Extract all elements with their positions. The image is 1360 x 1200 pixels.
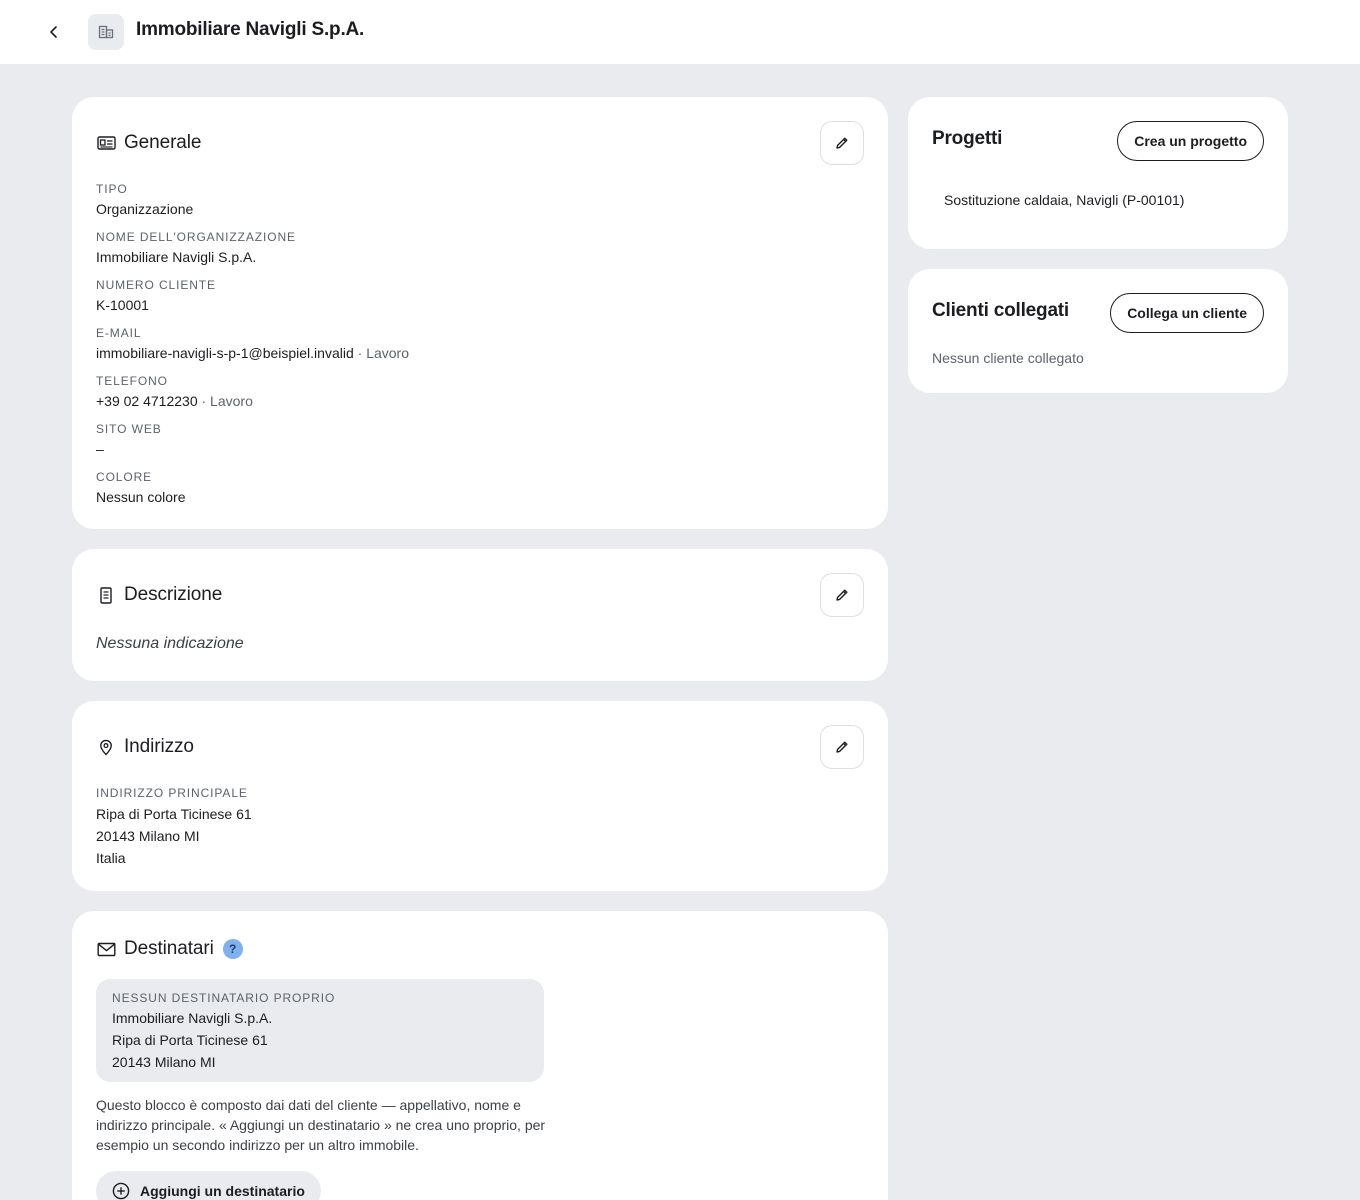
- projects-title: Progetti: [932, 128, 1003, 149]
- field-type: TIPO Organizzazione: [96, 182, 194, 217]
- recipients-title: Destinatari: [124, 938, 214, 959]
- address-line: 20143 Milano MI: [96, 828, 200, 844]
- address-line: Ripa di Porta Ticinese 61: [96, 806, 252, 822]
- field-phone: TELEFONO +39 02 4712230 · Lavoro: [96, 374, 253, 409]
- description-header: [96, 584, 222, 606]
- field-customer-number: NUMERO CLIENTE K-10001: [96, 278, 216, 313]
- edit-address-button[interactable]: [820, 725, 864, 769]
- default-recipient-box: NESSUN DESTINATARIO PROPRIO Immobiliare Navigli S.p.A. Ripa di Porta Ticinese 61 20143 Milano MI: [96, 979, 544, 1082]
- phone-type: · Lavoro: [201, 393, 253, 409]
- edit-description-button[interactable]: [820, 573, 864, 617]
- recipient-line: Ripa di Porta Ticinese 61: [112, 1032, 268, 1048]
- chevron-left-icon: [46, 24, 62, 40]
- pencil-icon: [834, 587, 850, 603]
- recipients-card: [72, 911, 888, 1200]
- add-recipient-label: Aggiungi un destinatario: [140, 1183, 305, 1199]
- projects-card: [908, 97, 1288, 249]
- organization-badge: [88, 14, 124, 50]
- field-organization-name: NOME DELL'ORGANIZZAZIONE Immobiliare Navigli S.p.A.: [96, 230, 296, 265]
- field-website: SITO WEB –: [96, 422, 162, 457]
- linked-clients-card: [908, 269, 1288, 393]
- location-pin-icon: [96, 737, 116, 757]
- description-card: [72, 549, 888, 681]
- address-card: [72, 701, 888, 891]
- email-type: · Lavoro: [357, 345, 409, 361]
- email-value[interactable]: immobiliare-navigli-s-p-1@beispiel.invalid: [96, 345, 354, 361]
- back-button[interactable]: [38, 16, 70, 48]
- id-card-icon: [96, 133, 116, 153]
- address-line: Italia: [96, 850, 126, 866]
- description-title: Descrizione: [124, 584, 223, 605]
- phone-value[interactable]: +39 02 4712230: [96, 393, 198, 409]
- mail-icon: [96, 939, 116, 959]
- add-recipient-button[interactable]: [96, 1171, 321, 1200]
- help-icon[interactable]: ?: [223, 939, 243, 959]
- link-client-button[interactable]: Collega un cliente: [1110, 293, 1264, 333]
- general-header: [96, 132, 201, 154]
- general-title: Generale: [124, 132, 202, 153]
- general-card: [72, 97, 888, 529]
- field-primary-address: INDIRIZZO PRINCIPALE Ripa di Porta Ticinese 61 20143 Milano MI Italia: [96, 786, 252, 869]
- document-icon: [96, 585, 116, 605]
- recipient-line: Immobiliare Navigli S.p.A.: [112, 1010, 273, 1026]
- top-bar: [0, 0, 1360, 64]
- page-title: Immobiliare Navigli S.p.A.: [136, 19, 365, 40]
- field-color: COLORE Nessun colore: [96, 470, 186, 505]
- recipient-line: 20143 Milano MI: [112, 1054, 216, 1070]
- linked-clients-empty: Nessun cliente collegato: [932, 350, 1084, 366]
- recipients-note: Questo blocco è composto dai dati del cliente — appellativo, nome e indirizzo principale. « Aggiungi un destinatario » ne crea uno proprio, per esempio un secondo indirizzo per un altro immobile.: [96, 1097, 546, 1153]
- project-item[interactable]: Sostituzione caldaia, Navigli (P-00101): [944, 192, 1185, 208]
- address-title: Indirizzo: [124, 736, 194, 757]
- create-project-button[interactable]: Crea un progetto: [1117, 121, 1264, 161]
- pencil-icon: [834, 135, 850, 151]
- description-value: Nessuna indicazione: [96, 635, 244, 652]
- building-icon: [97, 23, 115, 41]
- address-header: [96, 736, 194, 758]
- recipients-header: [96, 938, 243, 960]
- pencil-icon: [834, 739, 850, 755]
- field-email: E-MAIL immobiliare-navigli-s-p-1@beispiel.invalid · Lavoro: [96, 326, 409, 361]
- edit-general-button[interactable]: [820, 121, 864, 165]
- plus-circle-icon: [112, 1182, 130, 1200]
- linked-clients-title: Clienti collegati: [932, 300, 1070, 321]
